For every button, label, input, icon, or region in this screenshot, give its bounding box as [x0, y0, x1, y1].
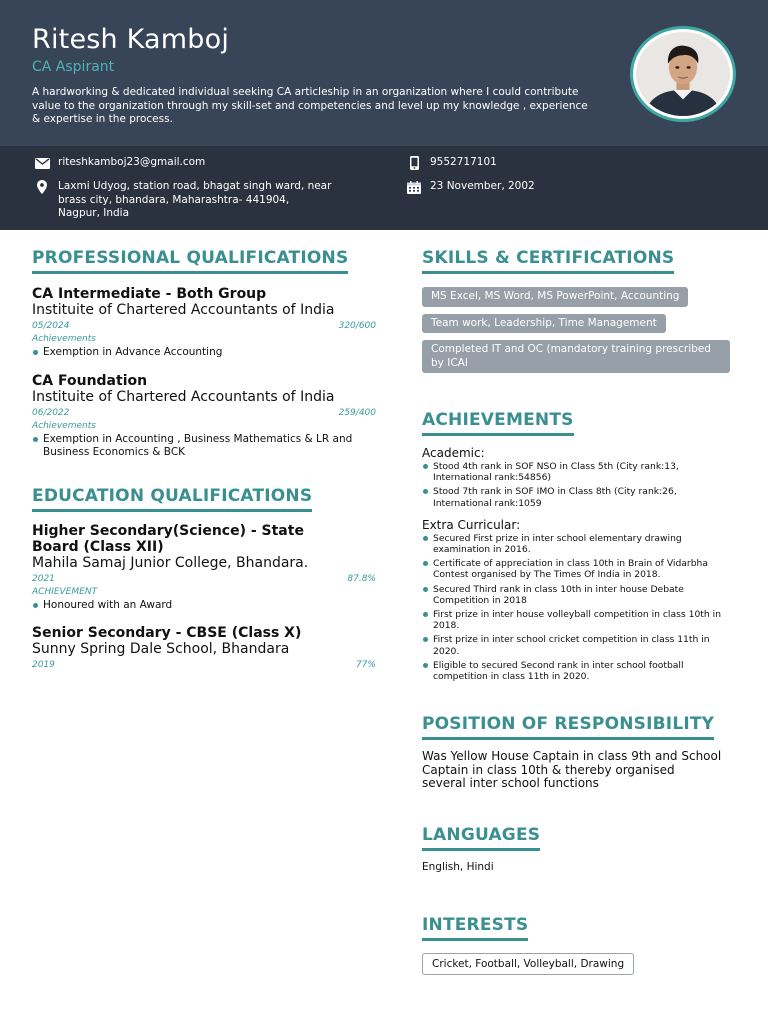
entry-score: 259/400 — [338, 407, 376, 418]
contact-dob — [406, 180, 535, 194]
phone-text: 9552717101 — [430, 156, 497, 168]
list-item: Secured Third rank in class 10th in inter house Debate Competition in 2018 — [422, 584, 736, 606]
list-item: Stood 7th rank in SOF IMO in Class 8th (City rank:26, International rank:1059 — [422, 486, 736, 508]
phone-icon — [406, 156, 422, 170]
profile-photo — [630, 26, 736, 122]
candidate-name: Ritesh Kamboj — [32, 24, 230, 55]
skill-tag: Completed IT and OC (mandatory training prescribed by ICAI — [422, 340, 730, 373]
list-item: Exemption in Advance Accounting — [32, 346, 376, 359]
right-column — [422, 230, 736, 975]
skills-section-title: SKILLS & CERTIFICATIONS — [422, 248, 674, 274]
languages-section-title: LANGUAGES — [422, 825, 540, 851]
entry-organization: Mahila Samaj Junior College, Bhandara. — [32, 555, 309, 572]
entry-score: 320/600 — [338, 321, 376, 331]
extra-curricular-list — [422, 533, 736, 682]
entry-meta — [32, 408, 376, 418]
entry-date: 05/2024 — [32, 321, 70, 331]
entry-bullets — [32, 599, 376, 612]
education-section-title: EDUCATION QUALIFICATIONS — [32, 486, 312, 512]
interests-tags — [422, 952, 736, 975]
skills-tags — [422, 287, 736, 373]
list-item: Exemption in Accounting , Business Mathematics & LR and Business Economics & BCK — [32, 433, 376, 459]
entry-title: CA Foundation — [32, 372, 148, 389]
list-item: First prize in inter school cricket competition in class 11th in 2020. — [422, 634, 736, 656]
interests-section-title: INTERESTS — [422, 915, 528, 941]
contact-bar — [0, 146, 768, 230]
responsibility-section-title: POSITION OF RESPONSIBILITY — [422, 714, 714, 740]
entry-title: CA Intermediate - Both Group — [32, 286, 267, 302]
contact-phone[interactable] — [406, 156, 497, 170]
entry-organization: Instituite of Chartered Accountants of India — [32, 388, 335, 405]
contact-address — [34, 180, 334, 221]
academic-list — [422, 461, 736, 509]
summary-text: A hardworking & dedicated individual seeking CA articleship in an organization where I could contribute value to the organization through my skill-set and competencies and level up my knowledge , experience & expertise in the process. — [32, 86, 588, 125]
entry-meta — [32, 660, 376, 670]
languages-text: English, Hindi — [422, 860, 494, 873]
achievements-content — [422, 446, 736, 682]
list-item: First prize in inter house volleyball competition in class 10th in 2018. — [422, 609, 736, 631]
entry-score: 87.8% — [347, 574, 376, 585]
extra-curricular-label: Extra Curricular: — [422, 517, 521, 532]
entry-date: 06/2022 — [32, 407, 70, 418]
calendar-icon — [406, 180, 422, 194]
interest-tag: Cricket, Football, Volleyball, Drawing — [422, 953, 634, 975]
entry-title: Senior Secondary - CBSE (Class X) — [32, 625, 302, 642]
envelope-icon — [34, 156, 50, 170]
entry-organization: Sunny Spring Dale School, Bhandara — [32, 641, 290, 658]
education-entry — [32, 625, 376, 670]
entry-title: Higher Secondary(Science) - State Board (Class XII) — [32, 523, 304, 556]
entry-bullets — [32, 433, 376, 459]
address-text: Laxmi Udyog, station road, bhagat singh ward, near brass city, bhandara, Maharashtra- 441904, Nagpur, India — [58, 180, 332, 219]
entry-bullets — [32, 346, 376, 359]
entry-achievements-label: ACHIEVEMENT — [32, 587, 98, 598]
email-text: riteshkamboj23@gmail.com — [58, 156, 206, 168]
entry-score: 77% — [355, 660, 376, 671]
entry-achievements-label: Achievements — [32, 334, 96, 344]
professional-entry — [32, 373, 376, 459]
list-item: Honoured with an Award — [32, 599, 376, 612]
professional-entry — [32, 286, 376, 359]
candidate-role: CA Aspirant — [32, 59, 115, 75]
entry-organization: Instituite of Chartered Accountants of India — [32, 302, 335, 318]
entry-meta — [32, 574, 376, 584]
entry-date: 2021 — [32, 574, 55, 585]
skill-tag: MS Excel, MS Word, MS PowerPoint, Accounting — [422, 287, 688, 307]
entry-date: 2019 — [32, 660, 55, 671]
list-item: Eligible to secured Second rank in inter school football competition in class 11th in 2020. — [422, 660, 736, 682]
academic-label: Academic: — [422, 446, 485, 460]
dob-text: 23 November, 2002 — [430, 180, 535, 192]
list-item: Stood 4th rank in SOF NSO in Class 5th (City rank:13, International rank:54856) — [422, 461, 736, 483]
responsibility-text: Was Yellow House Captain in class 9th and School Captain in class 10th & thereby organised several inter school functions — [422, 749, 722, 791]
skill-tag: Team work, Leadership, Time Management — [422, 314, 666, 334]
contact-email[interactable] — [34, 156, 205, 170]
list-item: Secured First prize in inter school elementary drawing examination in 2016. — [422, 533, 736, 555]
entry-meta — [32, 321, 376, 331]
left-column — [32, 230, 376, 670]
list-item: Certificate of appreciation in class 10th in Brain of Vidarbha Contest organised by The Times Of India in 2018. — [422, 558, 736, 580]
profile-photo-icon — [636, 32, 730, 116]
resume-header — [0, 0, 768, 146]
achievements-section-title: ACHIEVEMENTS — [422, 410, 574, 436]
education-entry — [32, 523, 376, 612]
entry-achievements-label: Achievements — [32, 420, 96, 431]
professional-section-title: PROFESSIONAL QUALIFICATIONS — [32, 248, 348, 274]
location-pin-icon — [34, 180, 50, 194]
